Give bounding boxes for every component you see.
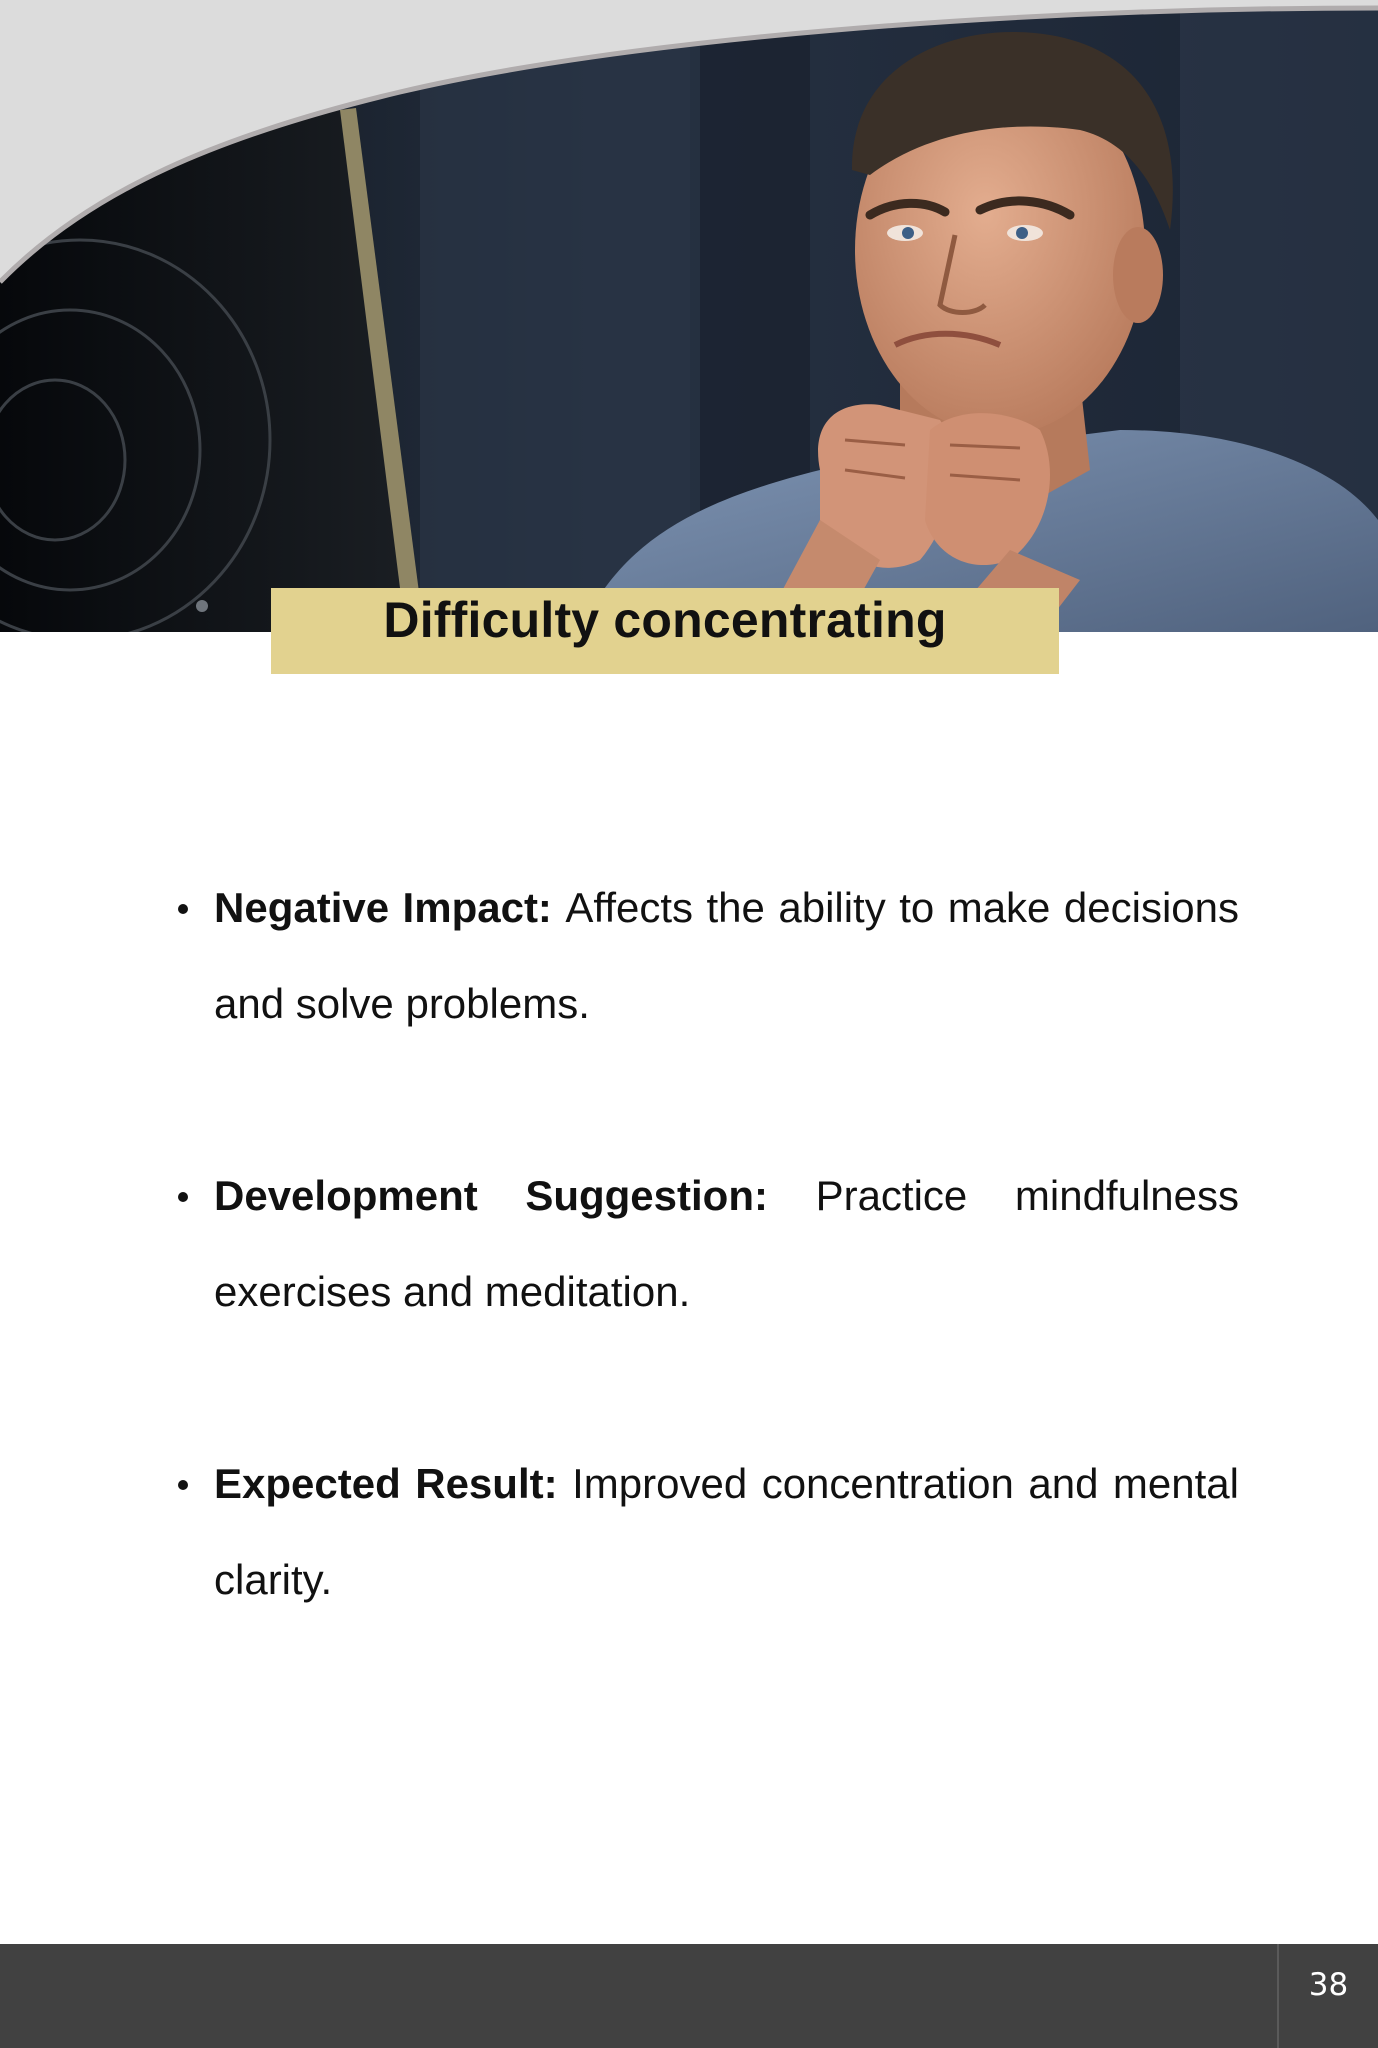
list-item xyxy=(175,1436,1239,1628)
bullet-label: Expected Result: xyxy=(214,1460,573,1507)
bullet-text: Affects the ability to make decisions and solve problems. xyxy=(214,884,1239,1027)
page-number: 38 xyxy=(1308,1967,1349,2003)
bullet-icon xyxy=(178,1192,188,1202)
title-band xyxy=(271,588,1059,674)
bullet-icon xyxy=(178,1480,188,1490)
page-number-box xyxy=(1277,1944,1378,2048)
footer-bar xyxy=(0,1944,1378,2048)
bullet-text: Improved concentration and mental clarity. xyxy=(214,1460,1239,1603)
bullet-label: Negative Impact: xyxy=(214,884,566,931)
bullet-list xyxy=(175,860,1239,1628)
hero-image xyxy=(0,0,1378,632)
bullet-text: Practice mindfulness exercises and meditation. xyxy=(214,1172,1240,1315)
page-title: Difficulty concentrating xyxy=(383,592,947,648)
list-item xyxy=(175,1148,1239,1340)
bullet-label: Development Suggestion: xyxy=(214,1172,816,1219)
list-item xyxy=(175,860,1239,1052)
bullet-icon xyxy=(178,904,188,914)
